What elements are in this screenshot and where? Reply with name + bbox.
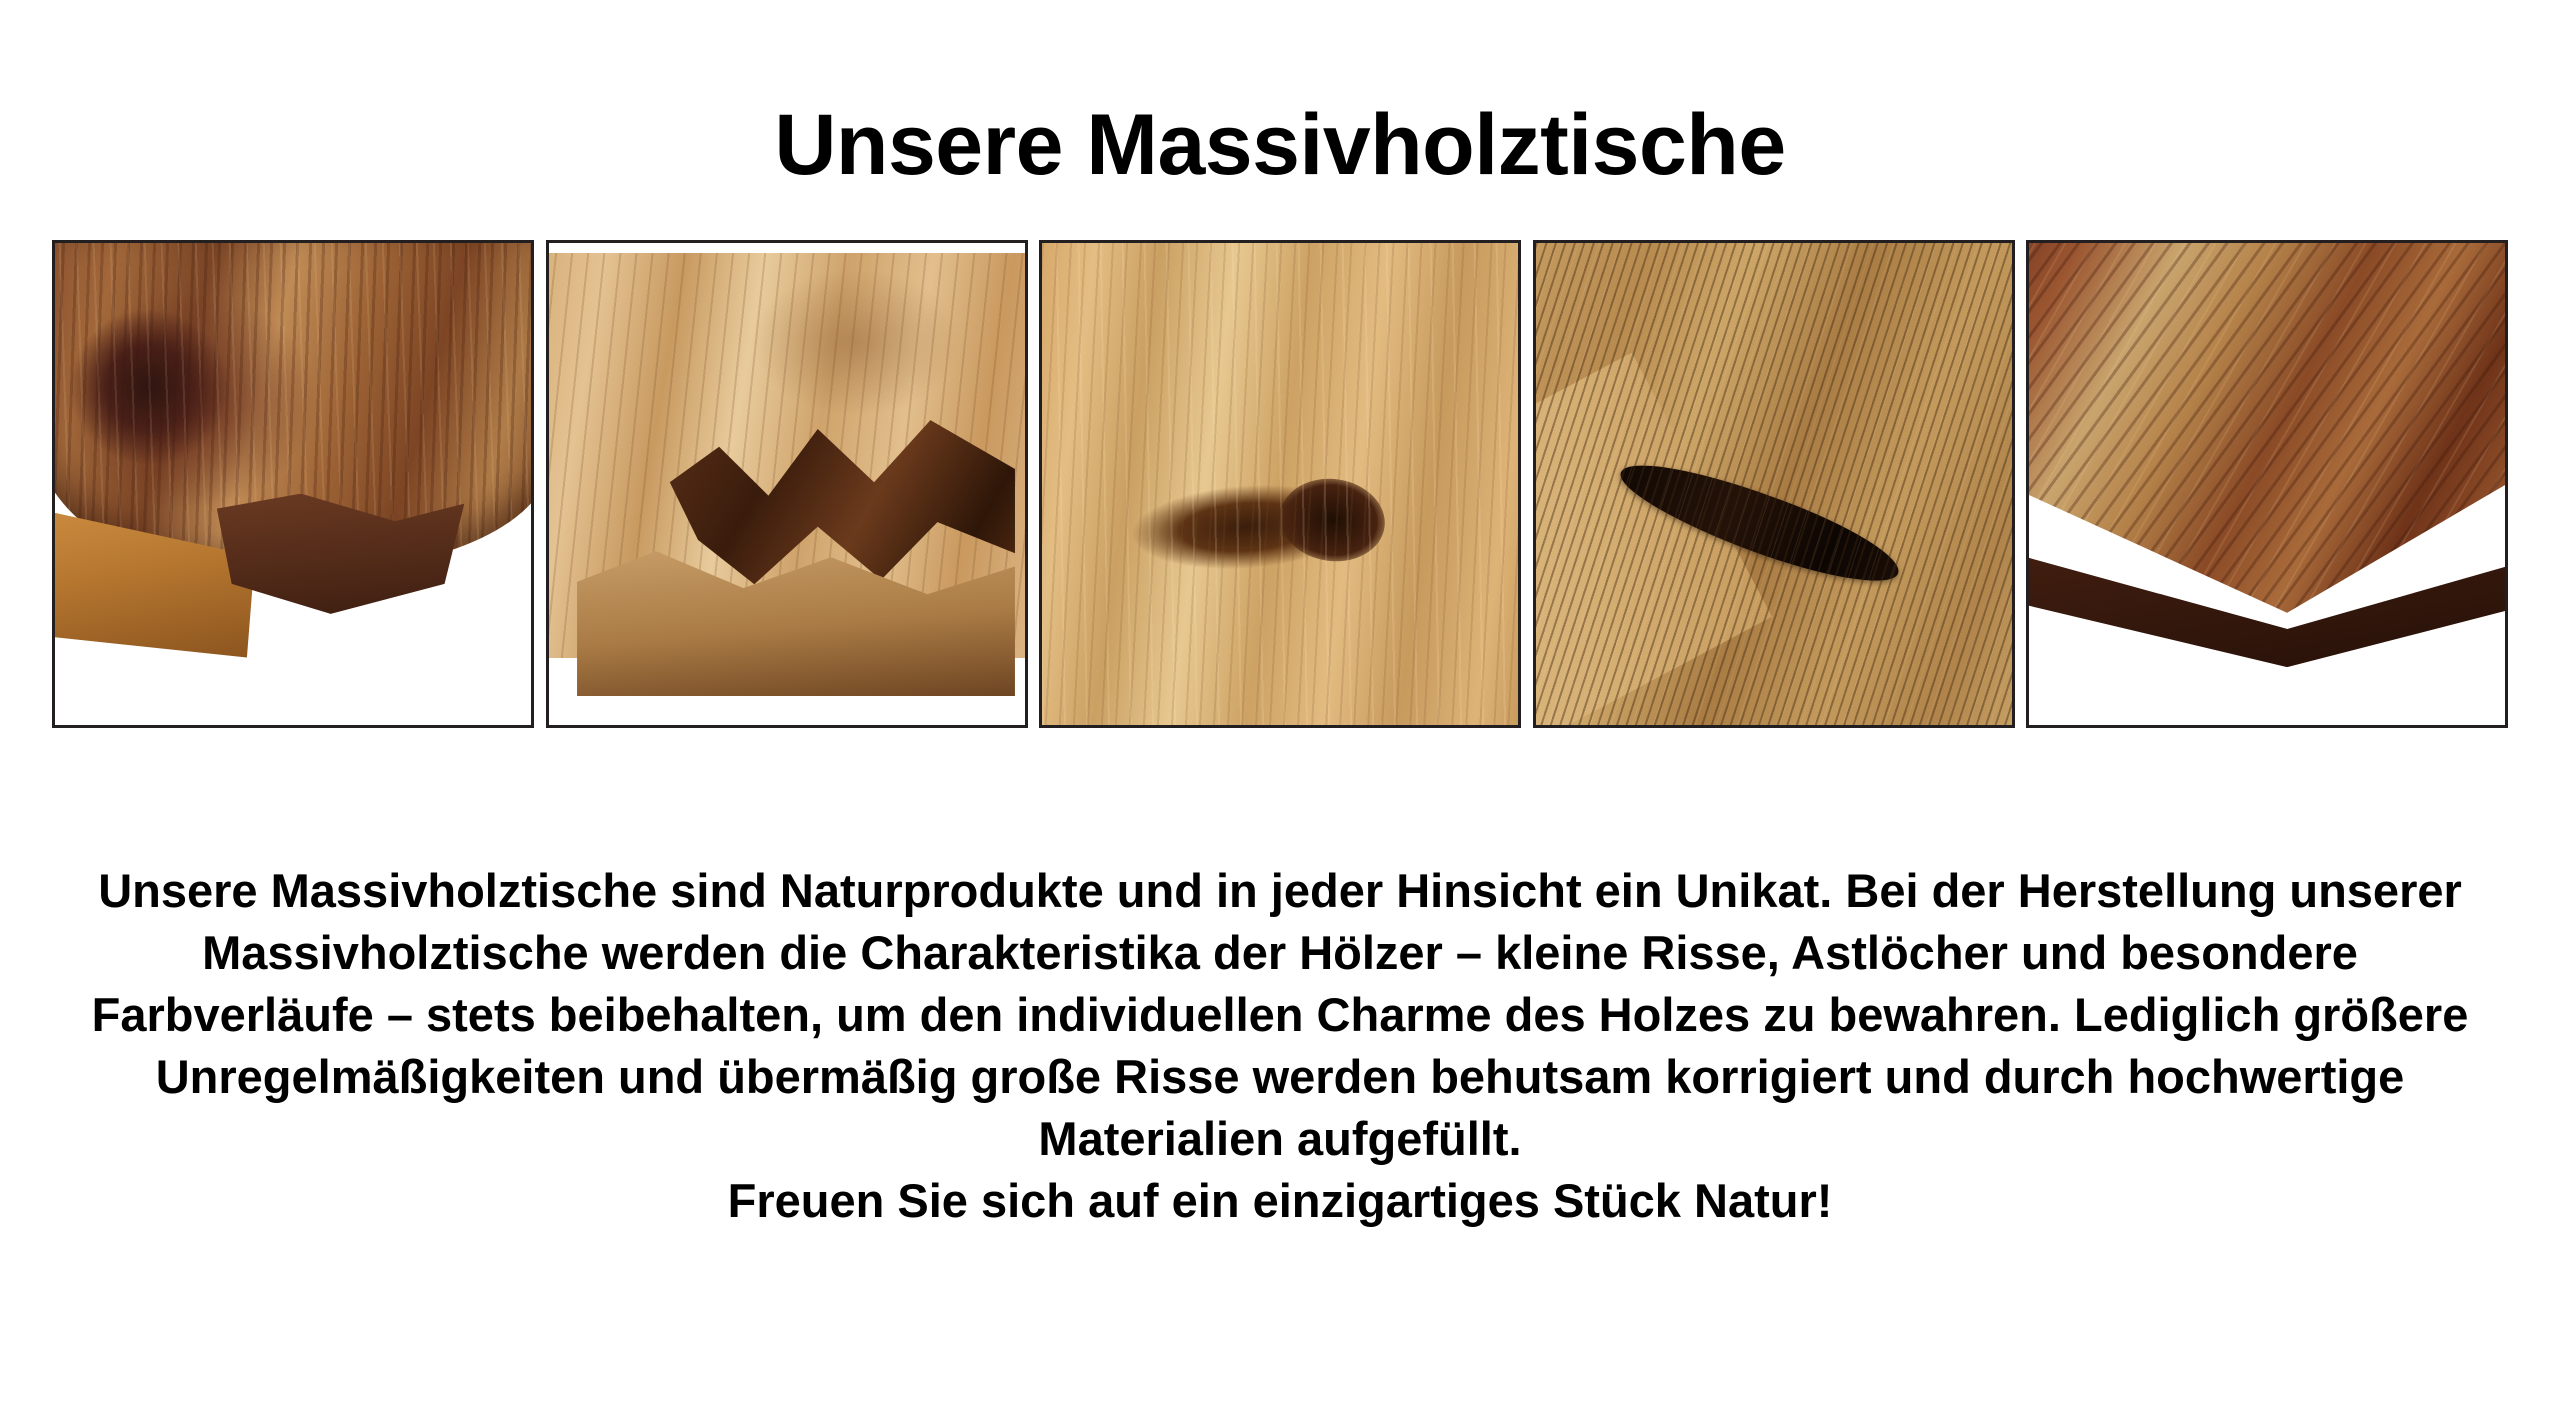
page-title: Unsere Massivholztische	[774, 96, 1786, 193]
photo-3-knot-core	[1275, 472, 1390, 568]
body-paragraph-2: Freuen Sie sich auf ein einzigartiges Stück Natur!	[727, 1174, 1833, 1228]
body-copy	[60, 860, 2500, 1232]
photo-1-image	[55, 243, 531, 725]
photo-4-image	[1536, 243, 2012, 725]
photo-red-rosewood-corner	[2026, 240, 2508, 728]
photo-2-image	[549, 243, 1025, 725]
photo-3-knot-halo	[1096, 464, 1398, 590]
image-gallery	[52, 240, 2508, 730]
body-paragraph-1: Unsere Massivholztische sind Naturprodukte und in jeder Hinsicht ein Unikat. Bei der Herstellung unserer Massivholztische werden die Charakteristika der Hölzer – kleine Risse, Astlöcher und besondere Farbverläufe – stets beibehalten, um den individuellen Charme des Holzes zu bewahren. Lediglich größere Unregelmäßigkeiten und übermäßig große Risse werden behutsam korrigiert und durch hochwertige Materialien aufgefüllt.	[91, 864, 2469, 1166]
photo-5-image	[2029, 243, 2505, 725]
photo-honey-acacia-knot	[1039, 240, 1521, 728]
photo-4-light-edge-band	[1536, 353, 1773, 725]
photo-light-acacia-river-edge	[546, 240, 1028, 728]
photo-dark-rosewood-live-edge	[52, 240, 534, 728]
photo-4-filled-crack	[1611, 445, 1908, 600]
photo-sawn-plank-filled-crack	[1533, 240, 2015, 728]
photo-5-table-top	[2029, 243, 2505, 629]
photo-3-image	[1042, 243, 1518, 725]
